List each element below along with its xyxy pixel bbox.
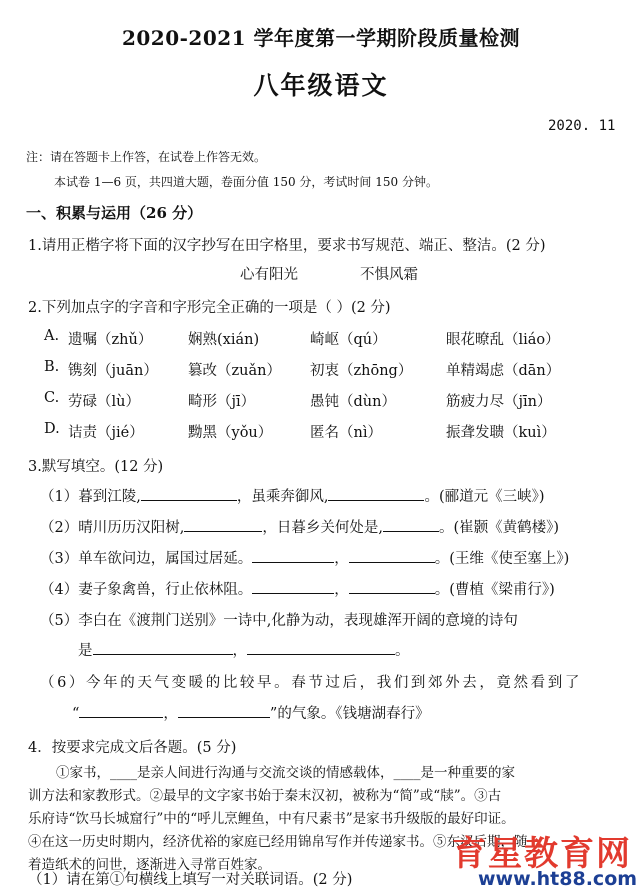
q3-line-2 <box>40 516 559 537</box>
q3-line-5b-pre: 是 <box>78 643 93 659</box>
q2-option-a-label: A. <box>44 328 60 344</box>
q3-line-6b-open: “ <box>72 706 80 722</box>
q2-option-b-2: 篡改（zuǎn） <box>188 363 281 379</box>
q3-line-2-blank-1[interactable] <box>184 517 262 532</box>
q2-option-c-2: 畸形（jī） <box>188 394 256 410</box>
watermark-text: 育星教育网 <box>452 834 632 874</box>
q2-option-a-1: 遗嘱（zhǔ） <box>68 332 153 348</box>
q3-line-4-blank-1[interactable] <box>252 579 334 594</box>
q2-option-d-1: 诘责（jié） <box>68 425 144 441</box>
q2-option-d-3: 匿名（nì） <box>310 425 382 441</box>
q2-option-c-4: 筋疲力尽（jīn） <box>446 394 552 410</box>
question-3: 3.默写填空。(12 分) <box>28 459 164 475</box>
q3-line-1-pre: （1）暮到江陵, <box>40 489 141 505</box>
q3-line-5-blank-2[interactable] <box>247 640 395 655</box>
q3-line-6b-post: ”的气象。《钱塘湖春行》 <box>269 706 430 722</box>
q3-line-4-post: 。(曹植《梁甫行》) <box>434 582 555 598</box>
q3-line-5b-mid: ， <box>232 643 247 659</box>
q2-option-c-3: 愚钝（dùn） <box>310 394 396 410</box>
q3-line-3-blank-1[interactable] <box>252 548 334 563</box>
q4-para-line-4: ④在这一历史时期内，经济优裕的家庭已经用锦帛写作并传递家书。⑤东汉后期，随 <box>28 834 528 850</box>
q3-line-1 <box>40 485 545 506</box>
q4-para-line-2: 训方法和家教形式。②最早的文字家书始于秦末汉初，被称为“简”或“牍”。③古 <box>28 788 502 804</box>
q3-line-1-mid: ，虽乘奔御风, <box>236 489 329 505</box>
q3-line-2-blank-2[interactable] <box>383 517 439 532</box>
q2-option-b-1: 镌刻（juān） <box>68 363 158 379</box>
q2-option-b-label: B. <box>44 359 60 375</box>
note-line-1: 注：请在答题卡上作答，在试卷上作答无效。 <box>26 150 267 164</box>
q2-option-a-3: 崎岖（qú） <box>310 332 387 348</box>
q2-option-d-2: 黝黑（yǒu） <box>188 425 273 441</box>
q2-option-d-4: 振聋发聩（kuì） <box>446 425 556 441</box>
q2-option-a-4: 眼花暸乱（liáo） <box>446 332 560 348</box>
q3-line-5-blank-1[interactable] <box>93 640 233 655</box>
q2-option-a-2: 娴熟(xián) <box>188 332 260 348</box>
note-line-2: 本试卷 1—6 页，共四道大题，卷面分值 150 分，考试时间 150 分钟。 <box>54 175 438 189</box>
exam-date: 2020. 11 <box>548 118 616 134</box>
q3-line-6-blank-1[interactable] <box>79 703 163 718</box>
q2-option-c-label: C. <box>44 390 60 406</box>
q3-line-5a: （5）李白在《渡荆门送别》一诗中,化静为动，表现雄浑开阔的意境的诗句 <box>40 613 518 629</box>
q4-sub-1: （1）请在第①句横线上填写一对关联词语。(2 分) <box>28 872 353 888</box>
q3-line-3-post: 。(王维《使至塞上》) <box>434 551 570 567</box>
q3-line-3-mid: ， <box>334 551 349 567</box>
q3-line-5b-post: 。 <box>395 643 410 659</box>
watermark-url: www.ht88.com <box>478 868 638 890</box>
q3-line-6b <box>72 702 430 723</box>
q3-line-3-blank-2[interactable] <box>349 548 435 563</box>
q3-line-4-blank-2[interactable] <box>349 579 435 594</box>
q4-para-line-5: 着造纸术的问世，逐渐进入寻常百姓家。 <box>28 857 271 873</box>
q3-line-1-blank-1[interactable] <box>141 486 237 501</box>
q3-line-2-pre: （2）晴川历历汉阳树, <box>40 520 185 536</box>
q3-line-2-post: 。(崔颢《黄鹤楼》) <box>438 520 560 536</box>
q4-para-line-1: ①家书，____是亲人间进行沟通与交流交谈的情感载体，____是一种重要的家 <box>56 765 515 781</box>
q2-option-c-1: 劳碌（lù） <box>68 394 140 410</box>
q3-line-3 <box>40 547 569 568</box>
question-4: 4．按要求完成文后各题。(5 分) <box>28 740 237 756</box>
q3-line-4 <box>40 578 555 599</box>
q3-line-6b-mid: ， <box>163 706 178 722</box>
exam-subject: 八年级语文 <box>253 71 389 100</box>
q3-line-1-post: 。(郦道元《三峡》) <box>424 489 545 505</box>
q1-phrase-1: 心有阳光 <box>240 267 298 283</box>
q3-line-4-mid: ， <box>334 582 349 598</box>
exam-title: 2020-2021 学年度第一学期阶段质量检测 <box>121 26 521 50</box>
q3-line-1-blank-2[interactable] <box>328 486 424 501</box>
q1-phrase-2: 不惧风霜 <box>360 267 418 283</box>
q3-line-6-blank-2[interactable] <box>178 703 270 718</box>
q3-line-3-pre: （3）单车欲问边，属国过居延。 <box>40 551 253 567</box>
section-1-heading: 一、积累与运用（26 分） <box>26 204 203 222</box>
q2-option-b-3: 初衷（zhōng） <box>310 363 413 379</box>
question-2: 2.下列加点字的字音和字形完全正确的一项是（ ）(2 分) <box>28 300 391 316</box>
q3-line-4-pre: （4）妻子象禽兽，行止依林阻。 <box>40 582 253 598</box>
q2-option-d-label: D. <box>44 421 60 437</box>
q2-option-b-4: 单精竭虑（dān） <box>446 363 561 379</box>
q4-para-line-3: 乐府诗“饮马长城窟行”中的“呼儿烹鲤鱼，中有尺素书”是家书升级版的最好印证。 <box>28 811 515 827</box>
question-1: 1.请用正楷字将下面的汉字抄写在田字格里，要求书写规范、端正、整洁。(2 分) <box>28 238 546 254</box>
q3-line-5b <box>78 639 410 660</box>
q3-line-6a: （6）今年的天气变暖的比较早。春节过后，我们到郊外去，竟然看到了 <box>40 675 582 691</box>
q3-line-2-mid: ，日暮乡关何处是, <box>262 520 383 536</box>
